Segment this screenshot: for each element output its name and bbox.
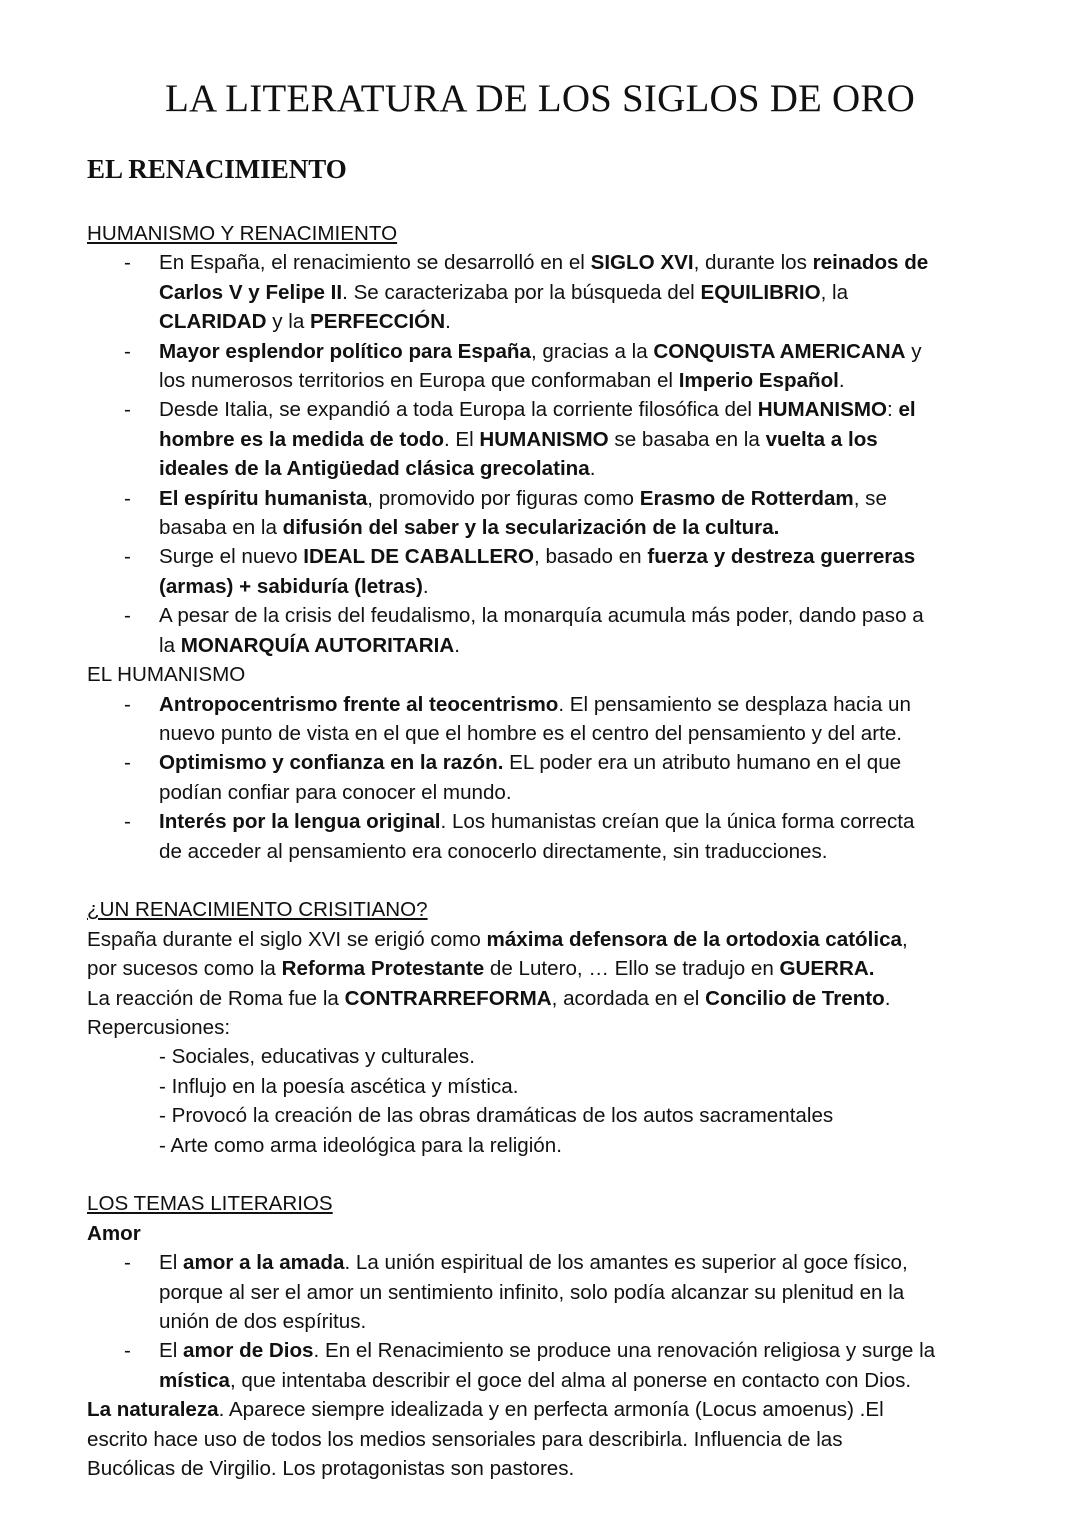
text: . Se caracterizaba por la búsqueda del — [342, 280, 701, 304]
bold-text: SIGLO XVI — [590, 251, 694, 275]
bold-text: mística — [159, 1368, 230, 1392]
text: . — [445, 310, 451, 334]
document-body — [87, 219, 1047, 1483]
bold-text: CLARIDAD — [159, 310, 267, 334]
paragraph — [87, 925, 1047, 1043]
text: . La unión espiritual de los amantes es superior al goce físico, porque al ser el amor un sentimiento infinito, solo podía alcanzar su plenitud en la unión de dos espíritus. — [159, 1251, 908, 1333]
bullet-dash: - — [124, 339, 131, 363]
text: y los numerosos territorios en Europa que conformaban el — [159, 339, 922, 393]
bullet-item — [87, 690, 1047, 749]
text: - Arte como arma ideológica para la religión. — [159, 1133, 562, 1157]
sub-item — [87, 1131, 1047, 1160]
text: , acordada en el — [551, 986, 706, 1010]
bold-text: La naturaleza — [87, 1398, 219, 1422]
bold-text: Imperio Español — [678, 369, 839, 393]
text: . El — [443, 427, 480, 451]
text: , la — [820, 280, 849, 304]
bullet-item — [87, 542, 1047, 601]
text: : — [887, 398, 899, 422]
subsection-heading — [87, 895, 1047, 924]
subsection-heading — [87, 219, 1047, 248]
bold-text: Optimismo y confianza en la razón. — [159, 751, 504, 775]
text: . — [838, 369, 845, 393]
text: . Aparece siempre idealizada y en perfecta armonía (Locus amoenus) .El escrito hace uso de todos los medios sensoriales para describirla. Influencia de las Bucólicas de Virgilio. Los protagonistas son pastores. — [87, 1398, 884, 1481]
bullet-item — [87, 395, 1047, 483]
bullet-dash: - — [124, 486, 131, 510]
bold-text: MONARQUÍA AUTORITARIA — [180, 633, 455, 657]
text: , basado en — [534, 545, 648, 569]
bold-text: amor de Dios — [183, 1339, 314, 1363]
bold-text: Antropocentrismo frente al teocentrismo — [159, 692, 559, 716]
text: . Repercusiones: — [87, 986, 891, 1039]
text: y la — [266, 310, 311, 334]
bold-text: Amor — [87, 1221, 141, 1245]
text: , que intentaba describir el goce del alma al ponerse en contacto con Dios. — [229, 1368, 912, 1392]
text: El — [159, 1339, 184, 1363]
text: . En el Renacimiento se produce una renovación religiosa y surge la — [313, 1339, 936, 1363]
text: , promovido por figuras como — [367, 486, 640, 510]
text: , por sucesos como la — [87, 927, 908, 981]
subsection-heading — [87, 1189, 1047, 1218]
sub-item — [87, 1101, 1047, 1130]
text: . — [422, 574, 429, 598]
text: . — [454, 633, 460, 657]
text: - Sociales, educativas y culturales. — [159, 1045, 475, 1069]
spacer — [87, 1160, 1047, 1189]
bullet-dash: - — [124, 398, 131, 422]
text: EL HUMANISMO — [87, 663, 246, 687]
bullet-item — [87, 1336, 1047, 1395]
bold-text: máxima defensora de la ortodoxia católica — [486, 927, 902, 951]
bold-text: Erasmo de Rotterdam — [639, 486, 854, 510]
bold-text: Reforma Protestante — [281, 957, 485, 981]
text: El — [159, 1251, 184, 1275]
text: , durante los — [693, 251, 813, 275]
text: A pesar de la crisis del feudalismo, la monarquía acumula más poder, dando paso a la — [159, 604, 924, 657]
text: Surge el nuevo — [159, 545, 304, 569]
bold-text: El espíritu humanista — [159, 486, 368, 510]
bold-text: HUMANISMO — [479, 427, 609, 451]
text: - Influjo en la poesía ascética y mística. — [159, 1074, 519, 1098]
bullet-dash: - — [124, 751, 131, 775]
bullet-dash: - — [124, 604, 131, 628]
bold-text: Interés por la lengua original — [159, 810, 441, 834]
bold-text: difusión del saber y la secularización de la cultura. — [282, 516, 780, 540]
text: LOS TEMAS LITERARIOS — [87, 1192, 333, 1216]
bullet-dash: - — [124, 692, 131, 716]
text: . El pensamiento se desplaza hacia un nuevo punto de vista en el que el hombre es el centro del pensamiento y del arte. — [159, 692, 911, 745]
bold-text: vuelta a los ideales de la Antigüedad clásica grecolatina — [159, 427, 878, 481]
document-title: LA LITERATURA DE LOS SIGLOS DE ORO — [165, 77, 915, 120]
bold-text: Mayor esplendor político para España — [159, 339, 531, 363]
bold-text: GUERRA. — [779, 957, 875, 981]
text: España durante el siglo XVI se erigió como — [87, 927, 487, 951]
bold-text: amor a la amada — [183, 1251, 345, 1275]
text: de Lutero, … Ello se tradujo en — [484, 957, 780, 981]
paragraph — [87, 1219, 1047, 1248]
text: HUMANISMO Y RENACIMIENTO — [87, 222, 398, 245]
bold-text: CONQUISTA AMERICANA — [653, 339, 906, 363]
bullet-item — [87, 484, 1047, 543]
paragraph — [87, 660, 1047, 689]
bold-text: reinados de Carlos V y Felipe II — [159, 251, 929, 304]
bullet-item — [87, 601, 1047, 660]
bullet-item — [87, 748, 1047, 807]
text: . Los humanistas creían que la única forma correcta de acceder al pensamiento era conocerlo directamente, sin traducciones. — [159, 810, 915, 863]
bullet-dash: - — [124, 251, 131, 275]
text: , gracias a la — [530, 339, 654, 363]
bullet-item — [87, 807, 1047, 866]
text: En España, el renacimiento se desarrolló en el — [159, 251, 591, 275]
bold-text: IDEAL DE CABALLERO — [303, 545, 534, 569]
bold-text: HUMANISMO — [757, 398, 888, 422]
bullet-item — [87, 248, 1047, 336]
bullet-dash: - — [124, 1251, 131, 1275]
sub-item — [87, 1072, 1047, 1101]
text: La reacción de Roma fue la — [87, 986, 339, 1010]
text: se basaba en la — [608, 427, 766, 451]
bullet-dash: - — [124, 1339, 131, 1363]
section-title: EL RENACIMIENTO — [87, 154, 347, 184]
text: Desde Italia, se expandió a toda Europa la corriente filosófica del — [159, 398, 758, 422]
bullet-item — [87, 1248, 1047, 1336]
spacer — [87, 866, 1047, 895]
bold-text: PERFECCIÓN — [310, 310, 446, 334]
text: EL poder era un atributo humano en el que podían confiar para conocer el mundo. — [159, 751, 902, 804]
bullet-dash: - — [124, 545, 131, 569]
text: - Provocó la creación de las obras dramáticas de los autos sacramentales — [159, 1104, 834, 1128]
bullet-item — [87, 337, 1047, 396]
bold-text: EQUILIBRIO — [700, 280, 821, 304]
text: , se basaba en la — [159, 486, 887, 540]
paragraph — [87, 1395, 1047, 1483]
bold-text: el hombre es la medida de todo — [159, 398, 916, 451]
bold-text: fuerza y destreza guerreras (armas) + sabiduría (letras) — [159, 545, 916, 598]
text: . — [589, 457, 596, 481]
text: ¿UN RENACIMIENTO CRISITIANO? — [87, 898, 428, 922]
sub-item — [87, 1042, 1047, 1071]
bold-text: CONTRARREFORMA — [344, 986, 552, 1010]
bullet-dash: - — [124, 810, 131, 834]
bold-text: Concilio de Trento — [705, 986, 885, 1010]
